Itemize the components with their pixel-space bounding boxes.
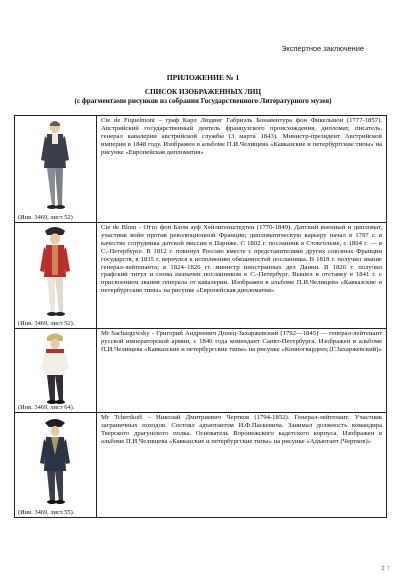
corner-mark: ‡ ↑ bbox=[381, 564, 390, 572]
portrait-sachargewsky-illustration bbox=[33, 331, 77, 405]
person-description: Cte de Blom - Отто фон Блом ауф Хейлигенштедтен (1770-1849). Датский военный и дипломат, участник войн против революционной Франции; дипломатическую карьеру начал в 1797 г. в качестве сотрудника датской миссии в Париже. С 1802 г. посланник в Стокгольме, с 1804 г. — в С.-Петербурге. В 1812 г. покинул Россию вместе с представителями других союзных Франции государств, в 1815 г. вернулся к исполнению обязанностей посланника. В 1818 г. получил звание генерал-лейтенанта; в 1824–1826 гг. министр иностранных дел Дании. В 1826 г. получил графский титул и снова назначен посланником в С.-Петербург. Вышел в отставку в 1841 г. с присвоением звания генерала от кавалерии. Изображен в альбоме П.И.Челищева «Кавказские и петербургские типы» на рисунке «Европейская дипломатия» bbox=[101, 224, 382, 295]
portrait-cell bbox=[15, 413, 97, 517]
inventory-number: (Инв. 3469, лист 52) bbox=[18, 214, 73, 221]
portrait-cell bbox=[15, 116, 97, 222]
table-row bbox=[15, 413, 386, 517]
persons-table bbox=[14, 115, 387, 518]
table-row bbox=[15, 329, 386, 413]
person-description: Cte de Fiquelmont – граф Карл Людвиг Габриэль Бонавентура фон Фикельмон (1777-1857). Австрийский государственный деятель французского происхождения, дипломат, писатель, генерал кавалерии австрийской службы (3 марта 1843). Министр-президент Австрийской империи в 1848 году. Изображен в альбоме П.И.Челищева «Кавказские и петербургские типы» на рисунке «Европейская дипломатия» bbox=[101, 117, 382, 156]
portrait-tchertkoff-illustration bbox=[33, 415, 77, 507]
table-row bbox=[15, 116, 386, 223]
inventory-number: (Инв. 3469, лист 55). bbox=[18, 509, 75, 516]
document-subtitle bbox=[0, 88, 406, 105]
portrait-cell bbox=[15, 329, 97, 412]
subtitle-line-1: СПИСОК ИЗОБРАЖЕННЫХ ЛИЦ bbox=[144, 88, 262, 96]
person-description: Mr Tchertkoff – Николай Дмитриевич Чертков (1794-1852). Генерал-лейтенант. Участник заграничных походов. Состоял адъютантом И.Ф.Паскевича. Занимал должность командира Тверского драгунского полка. Основатель Воронежского кадетского корпуса. Изображен в альбоме П.И.Челищева «Кавказские и петербургские типы» на рисунке «Адъютант (Чертков)» bbox=[101, 414, 382, 445]
header-note: Экспертное заключение bbox=[281, 44, 364, 53]
portrait-blom-illustration bbox=[33, 225, 77, 318]
portrait-fiquelmont-illustration bbox=[33, 118, 77, 211]
inventory-number: (Инв. 3469, лист 64). bbox=[18, 404, 75, 411]
inventory-number: (Инв. 3469, лист 52). bbox=[18, 320, 75, 327]
person-description: Mr Sachargewsky - Григорий Андреевич Донец-Захаржевский (1792—1845) — генерал-лейтенант русской императорской армии, с 1840 года комендант Санкт-Петербурга. Изображен в альбоме П.И.Челищева «Кавказские и петербургские типы» на рисунке «Конногвардеец (Г.Захаржевский)» bbox=[101, 330, 382, 353]
subtitle-line-2: (с фрагментами рисунков из собрания Государственного Литературного музея) bbox=[74, 96, 332, 105]
table-row bbox=[15, 223, 386, 329]
document-title: ПРИЛОЖЕНИЕ № 1 bbox=[166, 73, 240, 82]
portrait-cell bbox=[15, 223, 97, 328]
